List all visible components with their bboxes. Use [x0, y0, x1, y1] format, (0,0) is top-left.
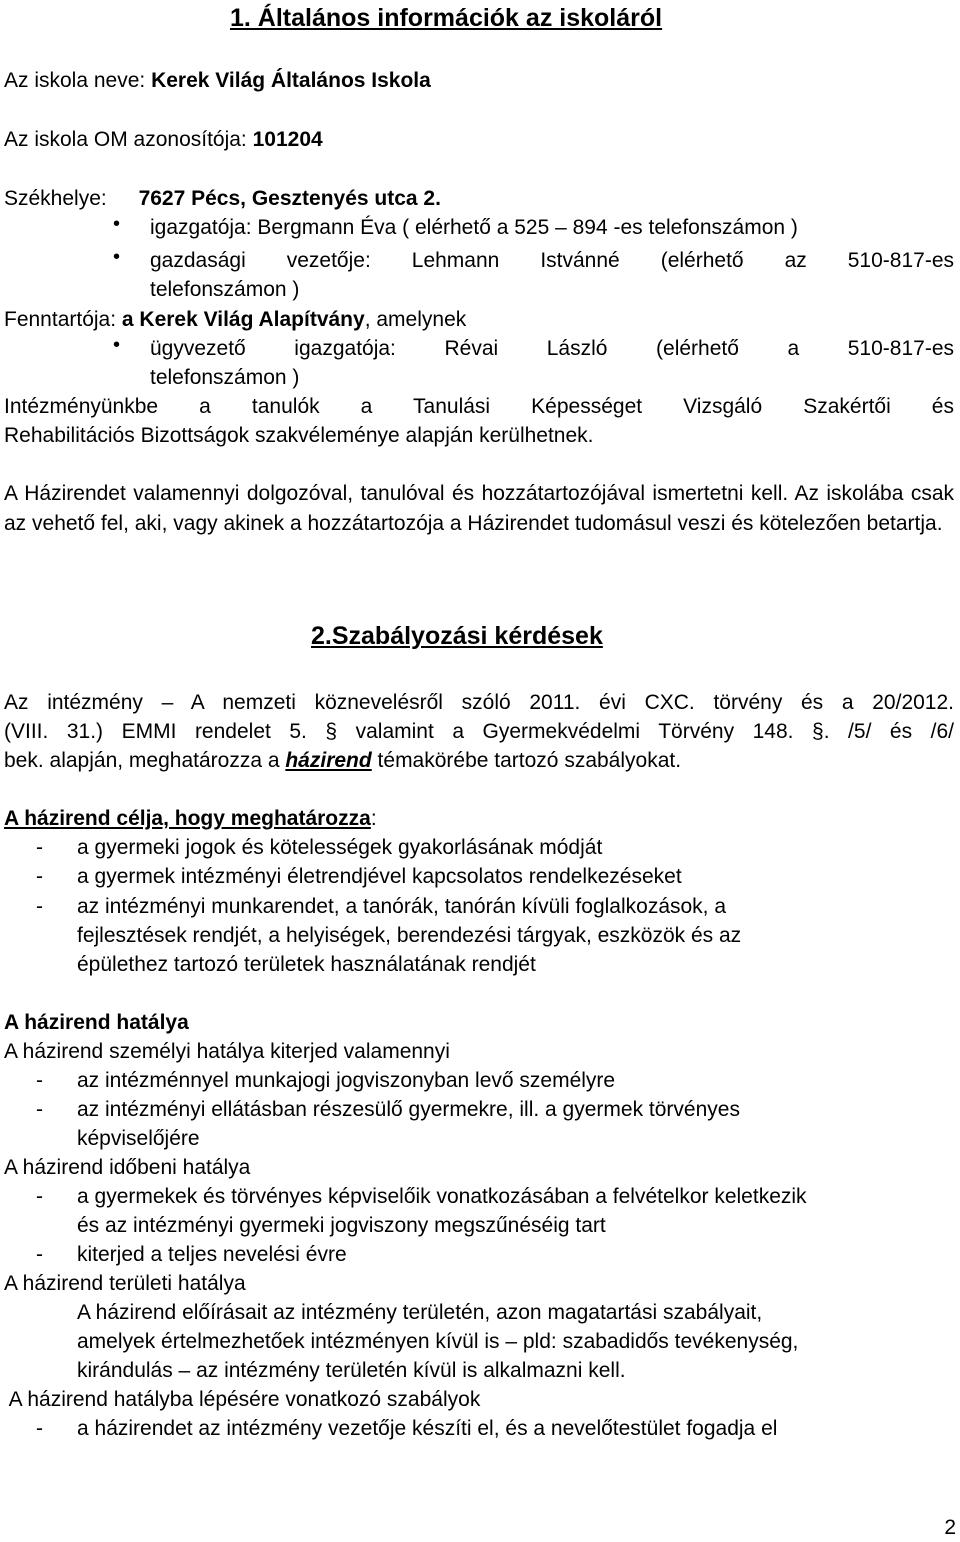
- dash-icon: -: [36, 895, 43, 918]
- page-number: 2: [944, 1516, 956, 1539]
- area-scope-text: kirándulás – az intézmény területén kívül is alkalmazni kell.: [77, 1359, 626, 1382]
- personal-scope-item: az intézménnyel munkajogi jogviszonyban levő személyre: [77, 1069, 616, 1092]
- scope-heading: A házirend hatálya: [4, 1011, 189, 1034]
- effect-label: A házirend hatályba lépésére vonatkozó szabályok: [4, 1388, 481, 1411]
- economic-manager-line-cont: telefonszámon ): [150, 278, 300, 301]
- legal-basis-line-1: Az intézmény – A nemzeti köznevelésről szóló 2011. évi CXC. törvény és a 20/2012.: [4, 691, 954, 714]
- purpose-item: az intézményi munkarendet, a tanórák, tanórán kívüli foglalkozások, a: [77, 895, 727, 918]
- purpose-item: a gyermeki jogok és kötelességek gyakorlásának módját: [77, 836, 603, 859]
- legal-basis-line-2: (VIII. 31.) EMMI rendelet 5. § valamint a Gyermekvédelmi Törvény 148. §. /5/ és /6/: [4, 720, 954, 743]
- area-scope-text: amelyek értelmezhetőek intézményen kívül is – pld: szabadidős tevékenység,: [77, 1330, 799, 1353]
- school-seat: Székhelye: 7627 Pécs, Gesztenyés utca 2.: [4, 187, 441, 210]
- purpose-item-cont: fejlesztések rendjét, a helyiségek, berendezési tárgyak, eszközök és az: [77, 924, 742, 947]
- school-name: Az iskola neve: Kerek Világ Általános Iskola: [4, 69, 431, 92]
- school-om-id: Az iskola OM azonosítója: 101204: [4, 128, 323, 151]
- dash-icon: -: [36, 1243, 43, 1266]
- personal-scope-label: A házirend személyi hatálya kiterjed valamennyi: [4, 1040, 450, 1063]
- dash-icon: -: [36, 1069, 43, 1092]
- dash-icon: -: [36, 1185, 43, 1208]
- area-scope-label: A házirend területi hatálya: [4, 1272, 246, 1295]
- time-scope-item: a gyermekek és törvényes képviselőik vonatkozásában a felvételkor keletkezik: [77, 1185, 807, 1208]
- purpose-item-cont: épülethez tartozó területek használatának rendjét: [77, 953, 536, 976]
- purpose-heading: A házirend célja, hogy meghatározza:: [4, 807, 377, 830]
- dash-icon: -: [36, 836, 43, 859]
- personal-scope-item: az intézményi ellátásban részesülő gyermekre, ill. a gyermek törvényes: [77, 1098, 740, 1121]
- purpose-item: a gyermek intézményi életrendjével kapcsolatos rendelkezéseket: [77, 865, 682, 888]
- section-1-heading: 1. Általános információk az iskoláról: [230, 4, 663, 32]
- dash-icon: -: [36, 1417, 43, 1440]
- section-2-heading: 2.Szabályozási kérdések: [311, 622, 603, 650]
- admission-line: Intézményünkbe a tanulók a Tanulási Képességet Vizsgáló Szakértői és: [4, 395, 954, 418]
- time-scope-item: kiterjed a teljes nevelési évre: [77, 1243, 347, 1266]
- bullet-icon: •: [113, 213, 121, 235]
- bullet-icon: •: [113, 246, 121, 268]
- time-scope-item-cont: és az intézményi gyermeki jogviszony megszűnéséig tart: [77, 1214, 606, 1237]
- director-line: igazgatója: Bergmann Éva ( elérhető a 525 – 894 -es telefonszámon ): [150, 216, 798, 239]
- economic-manager-line: gazdasági vezetője: Lehmann Istvánné (elérhető az 510-817-es: [150, 249, 954, 272]
- personal-scope-item-cont: képviselőjére: [77, 1127, 200, 1150]
- area-scope-text: A házirend előírásait az intézmény területén, azon magatartási szabályait,: [77, 1301, 763, 1324]
- bullet-icon: •: [113, 334, 121, 356]
- legal-basis-line-3: bek. alapján, meghatározza a házirend témakörébe tartozó szabályokat.: [4, 749, 682, 772]
- ceo-line-cont: telefonszámon ): [150, 366, 300, 389]
- owner-line: Fenntartója: a Kerek Világ Alapítvány, amelynek: [4, 308, 467, 331]
- house-rules-paragraph: A Házirendet valamennyi dolgozóval, tanulóval és hozzátartozójával ismertetni kell. Az iskolába csak az vehető fel, aki, vagy akinek a hozzátartozója a Házirendet tudomásul veszi és kötelezően betartja.: [4, 482, 954, 535]
- dash-icon: -: [36, 865, 43, 888]
- ceo-line: ügyvezető igazgatója: Révai László (elérhető a 510-817-es: [150, 337, 954, 360]
- time-scope-label: A házirend időbeni hatálya: [4, 1156, 251, 1179]
- dash-icon: -: [36, 1098, 43, 1121]
- admission-line-cont: Rehabilitációs Bizottságok szakvéleménye alapján kerülhetnek.: [4, 424, 594, 447]
- effect-item: a házirendet az intézmény vezetője készíti el, és a nevelőtestület fogadja el: [77, 1417, 778, 1440]
